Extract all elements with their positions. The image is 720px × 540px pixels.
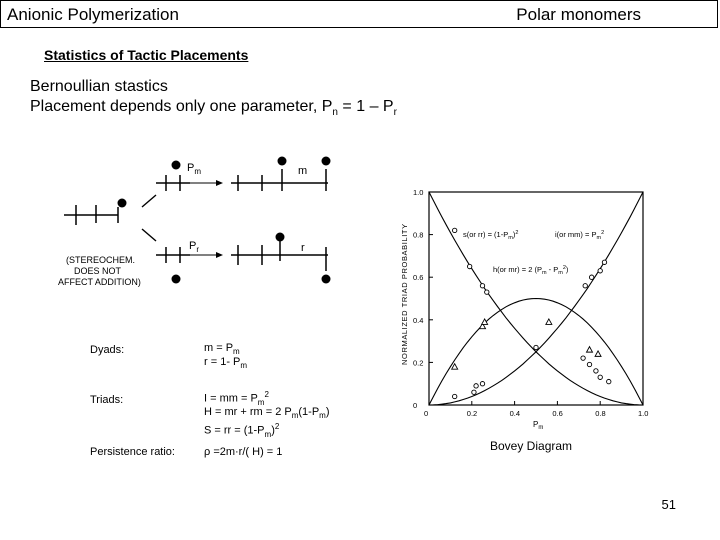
- x-tick-label: 0.4: [509, 409, 521, 418]
- persistence-label: Persistence ratio:: [90, 446, 175, 458]
- data-point-triangle: [587, 347, 593, 353]
- initial-chain-dot: [118, 199, 127, 208]
- body-line-1: Bernoullian stastics: [30, 78, 168, 95]
- equations-panel: [90, 340, 390, 465]
- x-tick-label: 0.6: [552, 409, 563, 418]
- y-tick-label: 0.4: [413, 315, 424, 325]
- x-tick-label: 0: [424, 409, 429, 418]
- arrow-to-meso: [142, 195, 156, 207]
- stereochem-line-3: AFFECT ADDITION): [58, 277, 141, 287]
- y-tick-label: 1.0: [413, 188, 424, 197]
- chart-points: [452, 228, 611, 399]
- x-axis-label: $P_m$: [533, 420, 544, 431]
- pm-label: $P_m$: [187, 162, 202, 176]
- y-tick-label: 0: [413, 401, 418, 410]
- y-axis-ticks: [413, 188, 433, 410]
- annotation-i: i(or $mm) = P_m^2$: [555, 230, 605, 241]
- m-label: m: [298, 165, 308, 177]
- annotation-s: s(or $rr) = (1-P_m)^2$: [463, 230, 519, 241]
- data-point-circle: [587, 362, 591, 366]
- x-tick-label: 0.8: [595, 409, 606, 418]
- meso-dot-1: [172, 161, 181, 170]
- placement-scheme: [56, 155, 346, 295]
- x-tick-label: 0.2: [466, 409, 478, 418]
- data-point-circle: [452, 394, 456, 398]
- triad-h-eq: H = mr + rm = 2 $P_m(1-P_m)$: [204, 406, 330, 421]
- y-axis-label: NORMALIZED TRIAD PROBABILITY: [400, 223, 409, 365]
- triad-i-eq: I = mm = $P_m^2$: [204, 390, 269, 407]
- y-tick-label: 0.6: [413, 273, 424, 283]
- data-point-triangle: [452, 364, 458, 370]
- meso-dot-3: [322, 157, 331, 166]
- line2-sub-r: r: [393, 107, 397, 119]
- header-left-title: Anionic Polymerization: [7, 5, 179, 24]
- stereochem-line-1: (STEREOCHEM.: [66, 255, 136, 265]
- racemo-dot-3: [322, 275, 331, 284]
- data-point-triangle: [546, 319, 552, 325]
- bovey-diagram: [385, 180, 665, 460]
- data-point-circle: [581, 356, 585, 360]
- line2-mid: = 1 – P: [337, 98, 394, 115]
- data-point-circle: [472, 390, 476, 394]
- persistence-eq: ρ =2m·r/( H) = 1: [204, 446, 283, 458]
- pm-arrowhead: [216, 180, 223, 186]
- data-point-circle: [474, 384, 478, 388]
- dyads-label: Dyads:: [90, 344, 125, 356]
- data-point-circle: [467, 264, 471, 268]
- dyads-m-eq: $m = P_m$: [204, 342, 240, 357]
- body-line-2: [30, 98, 397, 118]
- data-point-circle: [589, 275, 593, 279]
- y-tick-label: 0.2: [413, 358, 424, 368]
- dyads-r-eq: r = 1- $P_m$: [204, 356, 248, 371]
- data-point-circle: [598, 269, 602, 273]
- data-point-circle: [480, 382, 484, 386]
- triad-s-eq: S = rr = $(1-P_m)^2$: [204, 422, 280, 439]
- data-point-circle: [607, 379, 611, 383]
- x-tick-label: 1.0: [638, 409, 649, 418]
- data-point-circle: [602, 260, 606, 264]
- data-point-circle: [534, 345, 538, 349]
- chart-caption: Bovey Diagram: [490, 439, 573, 453]
- pr-label: $P_r$: [189, 240, 200, 254]
- x-axis-ticks: [424, 401, 648, 418]
- data-point-circle: [594, 369, 598, 373]
- stereochem-line-2: DOES NOT: [74, 266, 122, 276]
- triads-label: Triads:: [90, 394, 124, 406]
- meso-dot-2: [278, 157, 287, 166]
- arrow-to-racemo: [142, 229, 156, 241]
- pr-arrowhead: [216, 252, 223, 258]
- annotation-h: h(or mr) = 2 $(P_m - P_m^2)$: [493, 265, 569, 276]
- racemo-dot-2: [276, 233, 285, 242]
- data-point-circle: [598, 375, 602, 379]
- chart-curves: [429, 192, 643, 405]
- slide-subtitle: Statistics of Tactic Placements: [44, 47, 249, 63]
- r-label: r: [301, 242, 305, 254]
- y-tick-label: 0.8: [413, 230, 424, 240]
- racemo-dot-1: [172, 275, 181, 284]
- initial-chain: [64, 205, 118, 225]
- data-point-circle: [485, 290, 489, 294]
- page-number: 51: [661, 497, 676, 512]
- data-point-circle: [583, 284, 587, 288]
- data-point-triangle: [595, 351, 601, 357]
- line2-sub-n: n: [332, 107, 338, 119]
- line2-prefix: Placement depends only one parameter, P: [30, 98, 333, 115]
- header-right-title: Polar monomers: [516, 5, 641, 24]
- data-point-circle: [480, 284, 484, 288]
- data-point-circle: [452, 228, 456, 232]
- slide-header: [0, 0, 718, 28]
